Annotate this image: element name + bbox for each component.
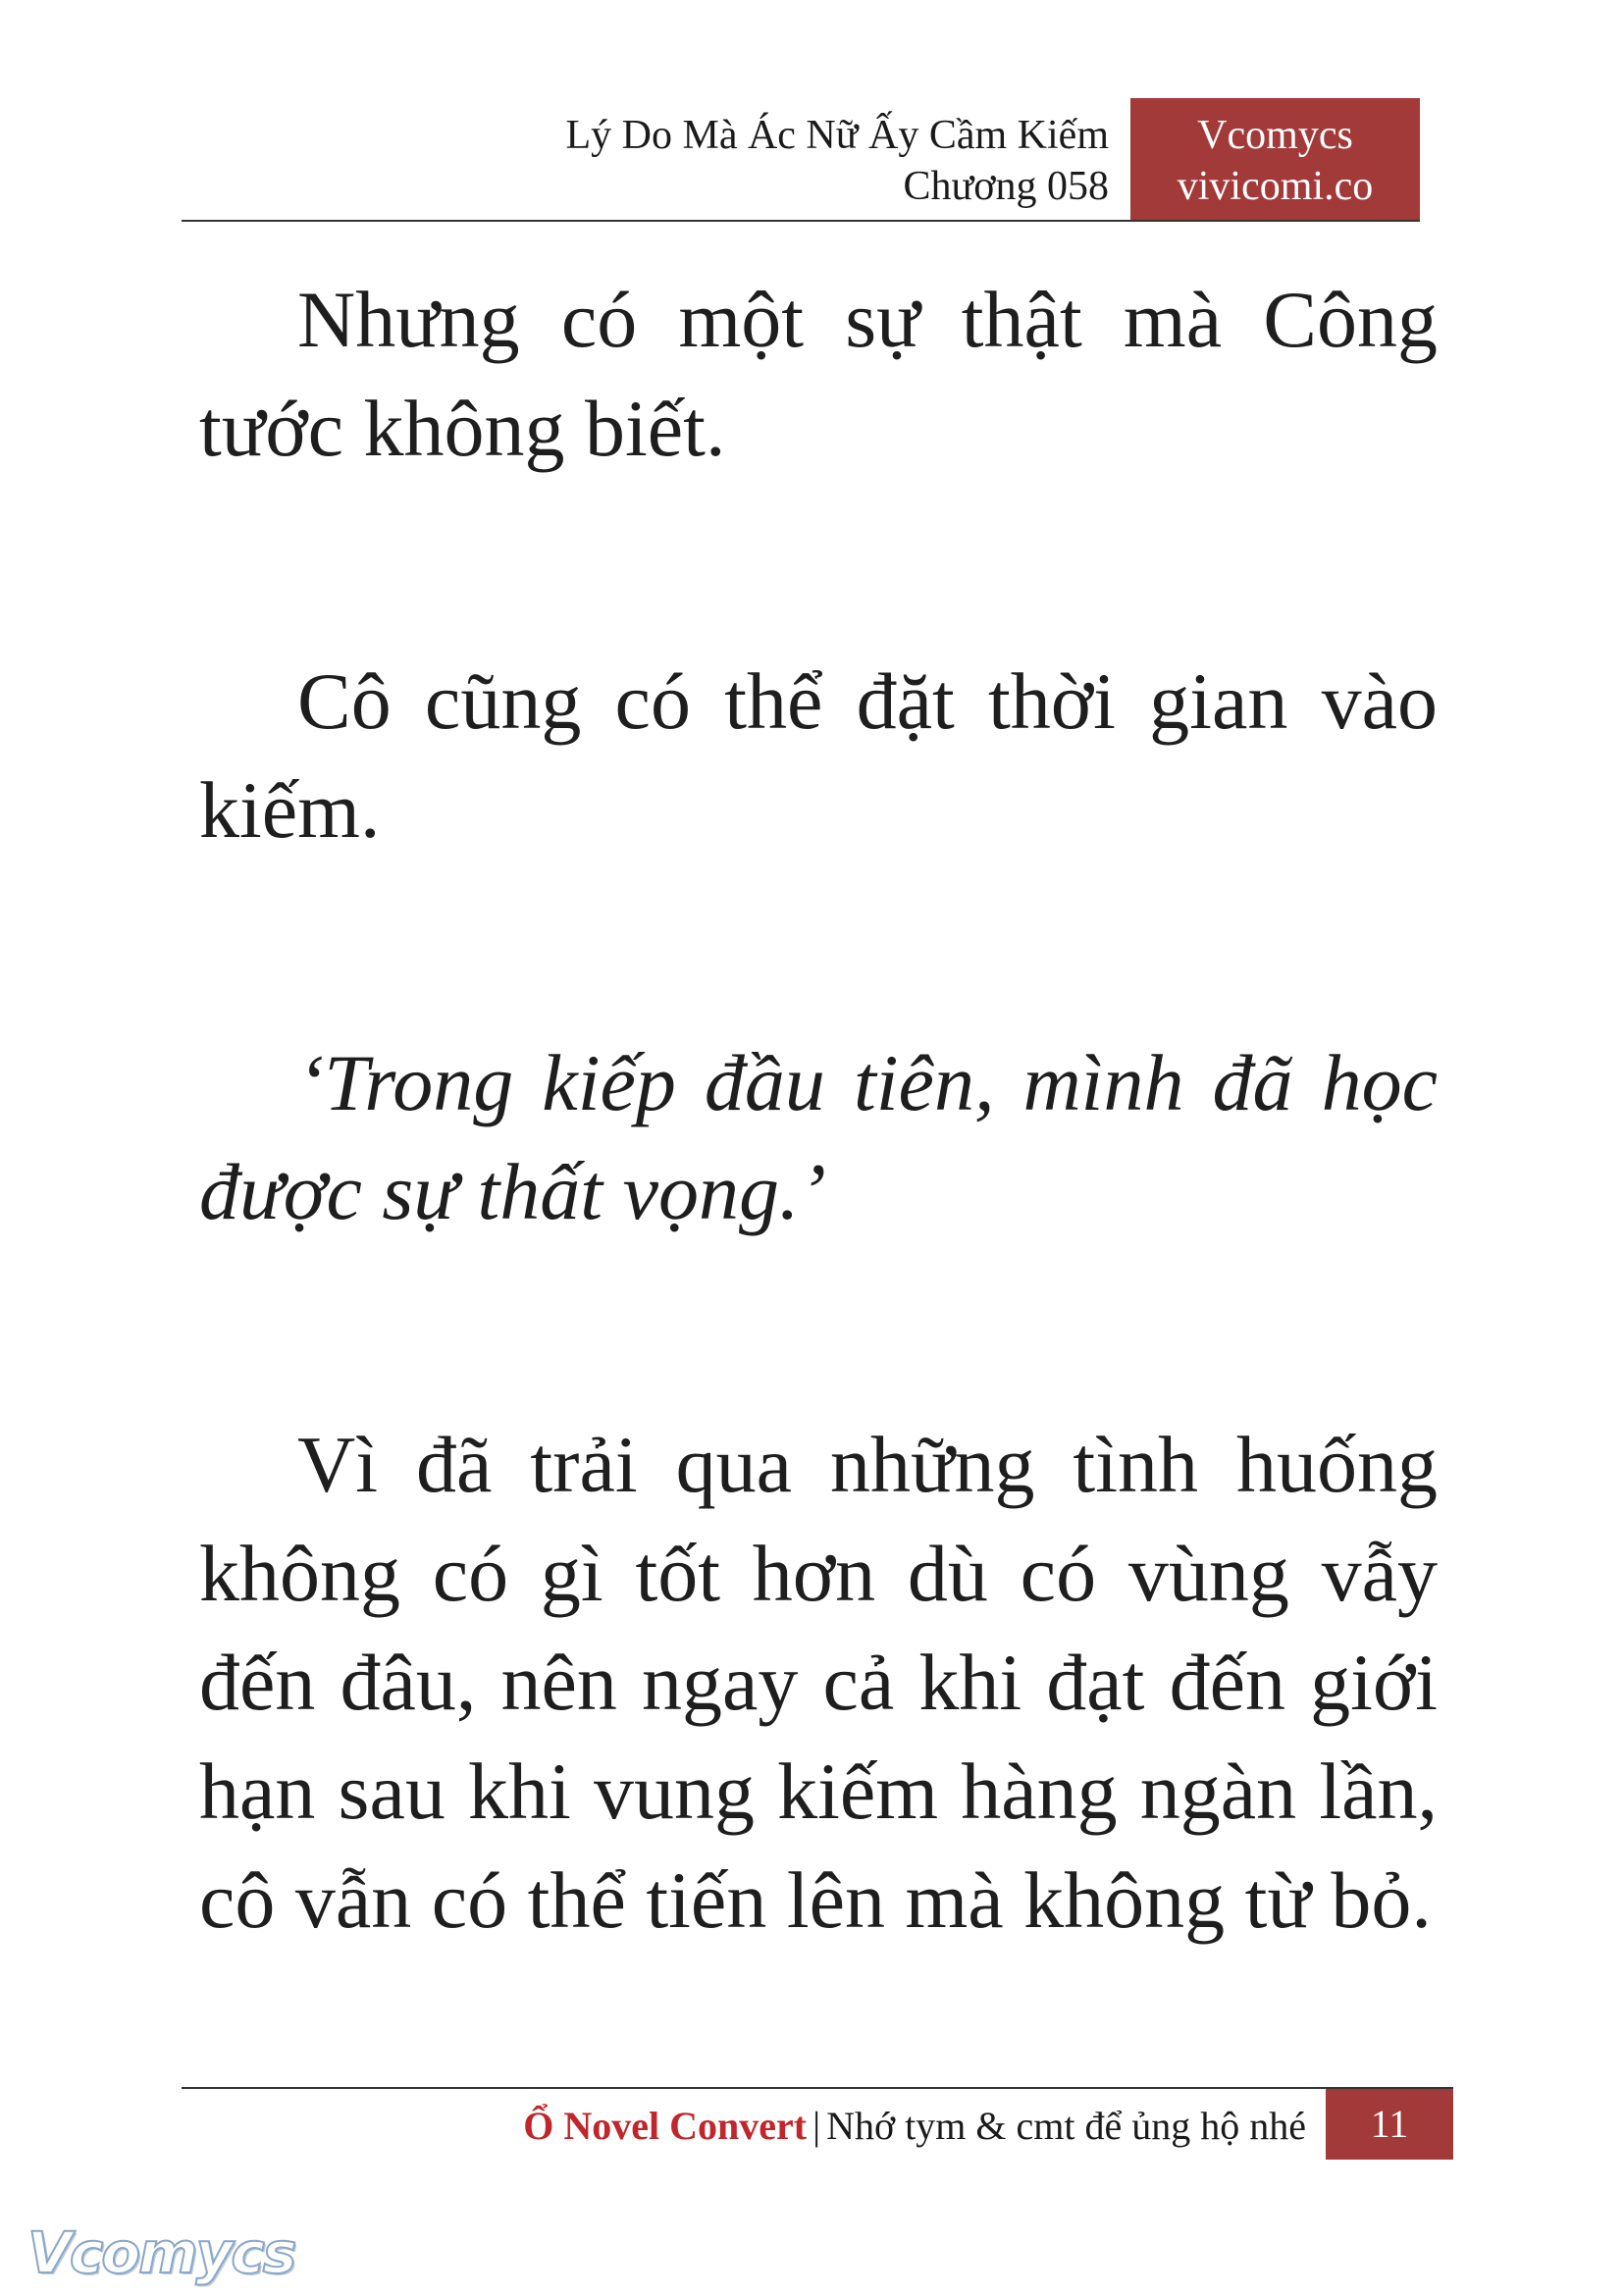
paragraph-3-thought: ‘Trong kiếp đầu tiên, mình đã học được sự thất vọng.’ [199, 1038, 1438, 1236]
page-header [182, 98, 1420, 222]
page-footer [182, 2087, 1453, 2160]
paragraph-2: Cô cũng có thể đặt thời gian vào kiếm. [199, 656, 1438, 855]
site-name: Vcomycs [1197, 113, 1353, 158]
site-badge [1130, 98, 1420, 220]
watermark-logo: Vcomycs [27, 2219, 295, 2286]
paragraph-4: Vì đã trải qua những tình huống không có gì tốt hơn dù có vùng vẫy đến đâu, nên ngay cả khi đạt đến giới hạn sau khi vung kiếm hàng ngàn lần, cô vẫn có thể tiến lên mà không từ bỏ. [199, 1420, 1438, 1945]
book-title: Lý Do Mà Ác Nữ Ấy Cầm Kiếm [565, 113, 1109, 158]
story-content [199, 265, 1438, 1955]
footer-text [523, 2103, 1306, 2150]
footer-brand: Ổ Novel Convert [523, 2104, 808, 2148]
site-url: vivicomi.co [1177, 164, 1374, 209]
page-number: 11 [1326, 2089, 1453, 2160]
footer-message: Nhớ tym & cmt để ủng hộ nhé [826, 2104, 1306, 2148]
paragraph-1: Nhưng có một sự thật mà Công tước không biết. [199, 275, 1438, 473]
footer-separator: | [812, 2104, 821, 2148]
chapter-label: Chương 058 [903, 164, 1109, 209]
header-text-block [565, 110, 1109, 212]
